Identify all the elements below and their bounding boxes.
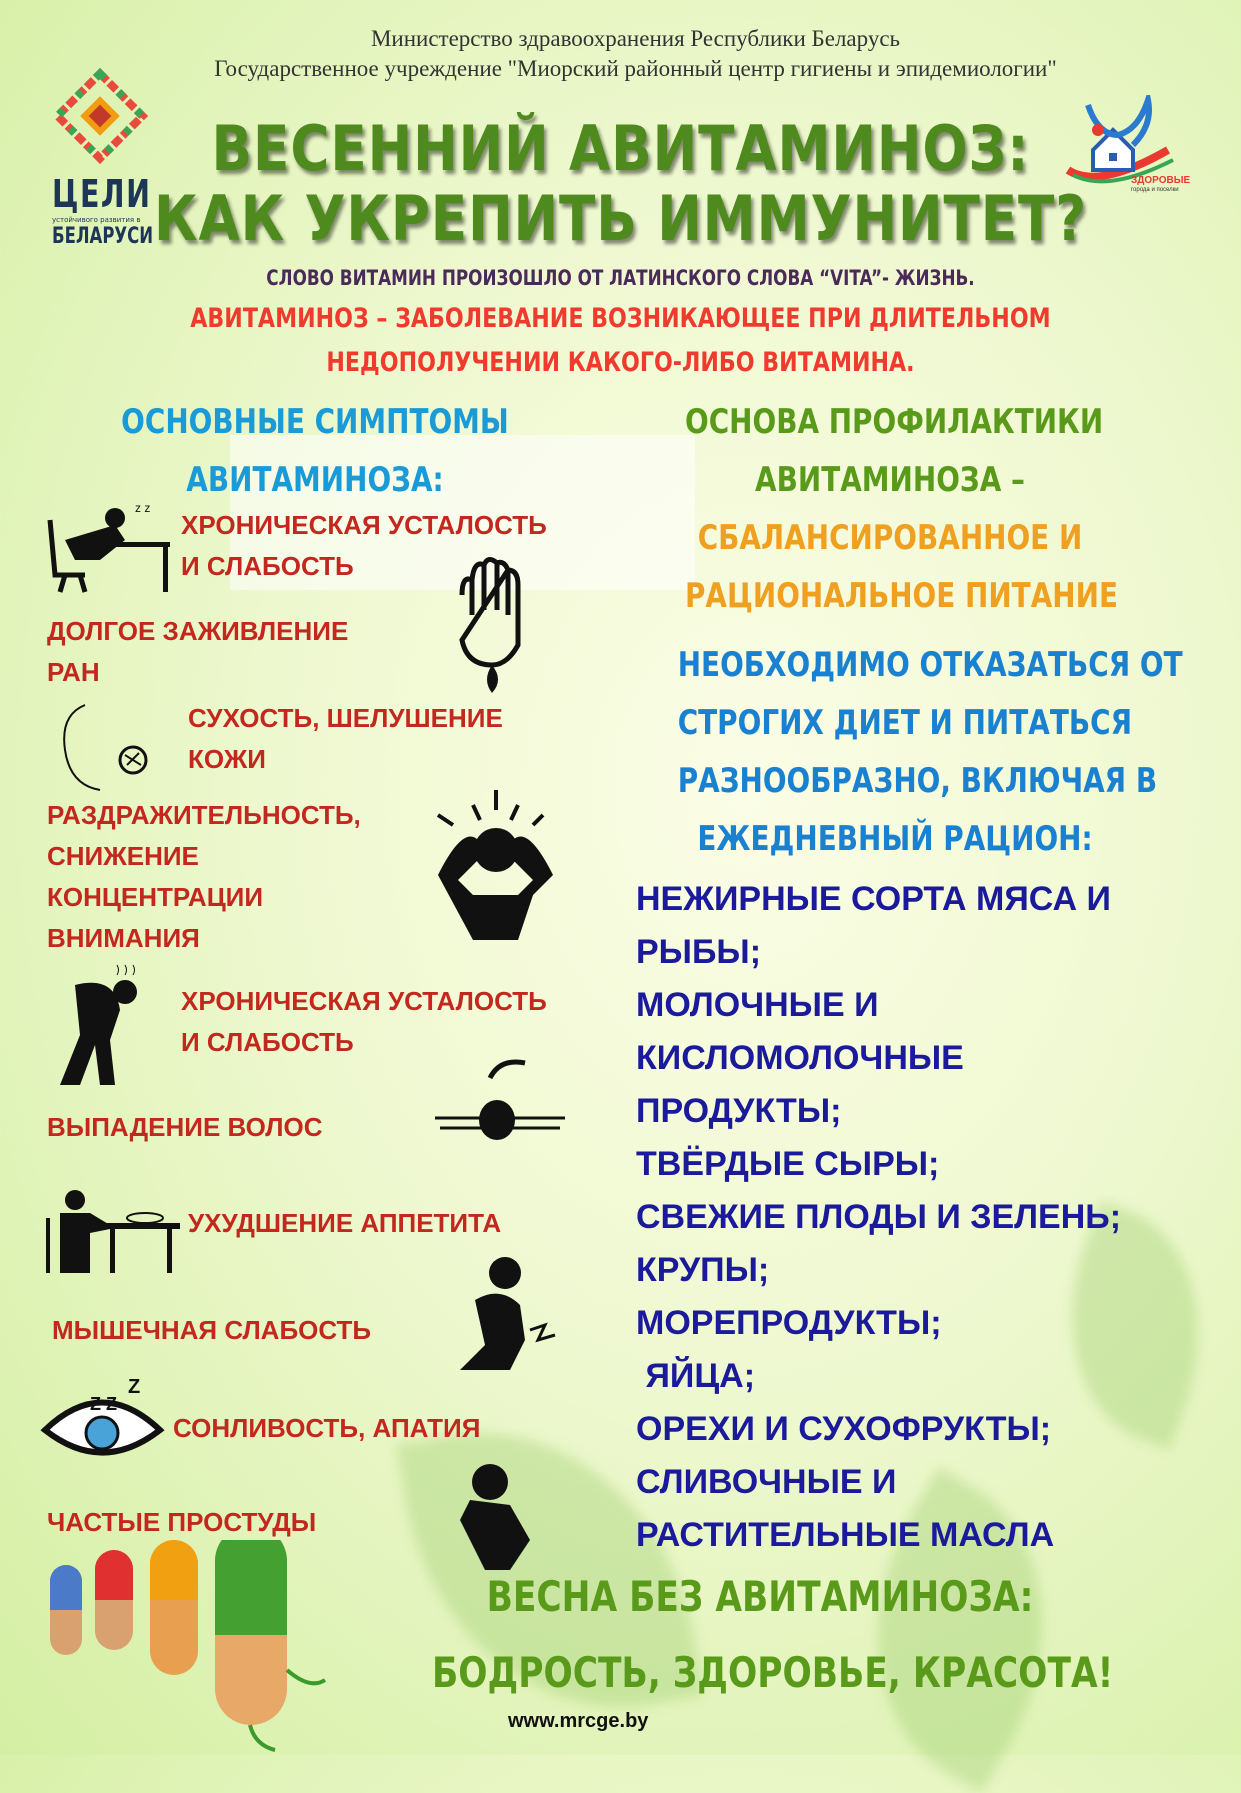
food-item: КИСЛОМОЛОЧНЫЕ	[636, 1039, 964, 1077]
food-item: КРУПЫ;	[636, 1251, 770, 1289]
balanced-nutrition-heading-2: РАЦИОНАЛЬНОЕ ПИТАНИЕ	[685, 576, 1118, 616]
symptoms-heading-2: АВИТАМИНОЗА:	[186, 460, 444, 500]
svg-text:Z Z: Z Z	[90, 1394, 117, 1414]
logo-title: ЦЕЛИ	[52, 172, 152, 216]
definition-line1: АВИТАМИНОЗ – ЗАБОЛЕВАНИЕ ВОЗНИКАЮЩЕЕ ПРИ ДЛИТЕЛЬНОМ	[190, 303, 1051, 334]
person-at-table-icon	[45, 1188, 180, 1278]
symptom-text: КОЖИ	[188, 744, 266, 774]
bleeding-hand-icon	[452, 555, 537, 695]
symptom-text: И СЛАБОСТЬ	[181, 551, 354, 581]
food-item: ЯЙЦА;	[636, 1357, 756, 1395]
definition-line2: НЕДОПОЛУЧЕНИИ КАКОГО-ЛИБО ВИТАМИНА.	[326, 347, 915, 378]
logo-subtitle: устойчивого развития в	[52, 216, 141, 224]
institution-line: Государственное учреждение "Миорский районный центр гигиены и эпидемиологии"	[214, 56, 1057, 81]
food-item: ТВЁРДЫЕ СЫРЫ;	[636, 1145, 940, 1183]
prevention-heading-2: АВИТАМИНОЗА –	[755, 460, 1025, 500]
symptom-text: И СЛАБОСТЬ	[181, 1027, 354, 1057]
food-item: ОРЕХИ И СУХОФРУКТЫ;	[636, 1410, 1052, 1448]
ministry-line: Министерство здравоохранения Республики Беларусь	[370, 26, 901, 51]
symptoms-heading: ОСНОВНЫЕ СИМПТОМЫ	[121, 402, 509, 442]
website-link[interactable]: www.mrcge.by	[508, 1710, 649, 1732]
symptom-text: РАЗДРАЖИТЕЛЬНОСТЬ,	[47, 800, 361, 830]
symptom-irritability	[47, 795, 361, 959]
dry-skin-face-icon	[55, 700, 150, 795]
symptom-fatigue-2	[181, 981, 547, 1063]
symptom-hair-loss: ВЫПАДЕНИЕ ВОЛОС	[47, 1112, 323, 1142]
food-item: СЛИВОЧНЫЕ И	[636, 1463, 897, 1501]
symptom-text: РАН	[47, 657, 100, 687]
food-item: РЫБЫ;	[636, 933, 762, 971]
advice-line: НЕОБХОДИМО ОТКАЗАТЬСЯ ОТ	[677, 645, 1183, 685]
sleepy-eye-icon	[40, 1375, 165, 1465]
food-item: НЕЖИРНЫЕ СОРТА МЯСА И	[636, 880, 1111, 918]
symptom-text: СНИЖЕНИЕ	[47, 841, 199, 871]
food-item: МОРЕПРОДУКТЫ;	[636, 1304, 942, 1342]
symptom-text: ХРОНИЧЕСКАЯ УСТАЛОСТЬ	[181, 986, 547, 1016]
headache-person-icon	[418, 785, 573, 940]
hair-follicle-icon	[435, 1058, 565, 1148]
tired-at-desk-icon	[45, 500, 175, 595]
food-list	[636, 873, 1121, 1562]
advice-line: СТРОГИХ ДИЕТ И ПИТАТЬСЯ	[677, 703, 1133, 743]
symptom-text: ВНИМАНИЯ	[47, 923, 200, 953]
symptom-appetite: УХУДШЕНИЕ АППЕТИТА	[188, 1208, 502, 1238]
symptom-dry-skin	[188, 698, 503, 780]
coughing-person-icon	[450, 1460, 540, 1570]
logo-text: ЗДОРОВЫЕ	[1131, 175, 1191, 186]
symptom-wound-healing	[47, 611, 348, 693]
balanced-nutrition-heading: СБАЛАНСИРОВАННОЕ И	[697, 518, 1083, 558]
main-title-line2: КАК УКРЕПИТЬ ИММУНИТЕТ?	[154, 182, 1087, 255]
exhausted-person-icon	[55, 960, 150, 1090]
vitamin-origin-text: СЛОВО ВИТАМИН ПРОИЗОШЛО ОТ ЛАТИНСКОГО СЛОВА “VITA”- ЖИЗНЬ.	[266, 266, 975, 290]
svg-text:Z: Z	[128, 1376, 141, 1398]
symptom-text: КОНЦЕНТРАЦИИ	[47, 882, 264, 912]
slogan-line1: ВЕСНА БЕЗ АВИТАМИНОЗА:	[486, 1572, 1034, 1621]
symptom-text: ХРОНИЧЕСКАЯ УСТАЛОСТЬ	[181, 510, 547, 540]
main-title-line1: ВЕСЕННИЙ АВИТАМИНОЗ:	[211, 112, 1030, 185]
food-item: СВЕЖИЕ ПЛОДЫ И ЗЕЛЕНЬ;	[636, 1198, 1122, 1236]
prevention-heading: ОСНОВА ПРОФИЛАКТИКИ	[685, 402, 1104, 442]
symptom-text: СУХОСТЬ, ШЕЛУШЕНИЕ	[188, 703, 503, 733]
symptom-muscle-weakness: МЫШЕЧНАЯ СЛАБОСТЬ	[52, 1315, 372, 1345]
logo-subtext: города и поселки	[1131, 187, 1179, 193]
symptom-text: ДОЛГОЕ ЗАЖИВЛЕНИЕ	[47, 616, 349, 646]
symptom-drowsiness: СОНЛИВОСТЬ, АПАТИЯ	[173, 1413, 481, 1443]
food-item: МОЛОЧНЫЕ И	[636, 986, 879, 1024]
advice-line: РАЗНООБРАЗНО, ВКЛЮЧАЯ В	[677, 761, 1158, 801]
kneeling-pain-icon	[450, 1255, 565, 1375]
food-item: РАСТИТЕЛЬНЫЕ МАСЛА	[636, 1516, 1055, 1554]
vitamin-pills-illustration	[40, 1540, 360, 1755]
svg-text:z z: z z	[135, 501, 151, 515]
food-item: ПРОДУКТЫ;	[636, 1092, 842, 1130]
slogan-line2: БОДРОСТЬ, ЗДОРОВЬЕ, КРАСОТА!	[432, 1648, 1114, 1697]
advice-line: ЕЖЕДНЕВНЫЙ РАЦИОН:	[697, 819, 1093, 859]
symptom-colds: ЧАСТЫЕ ПРОСТУДЫ	[47, 1507, 317, 1537]
logo-country: БЕЛАРУСИ	[52, 224, 154, 249]
